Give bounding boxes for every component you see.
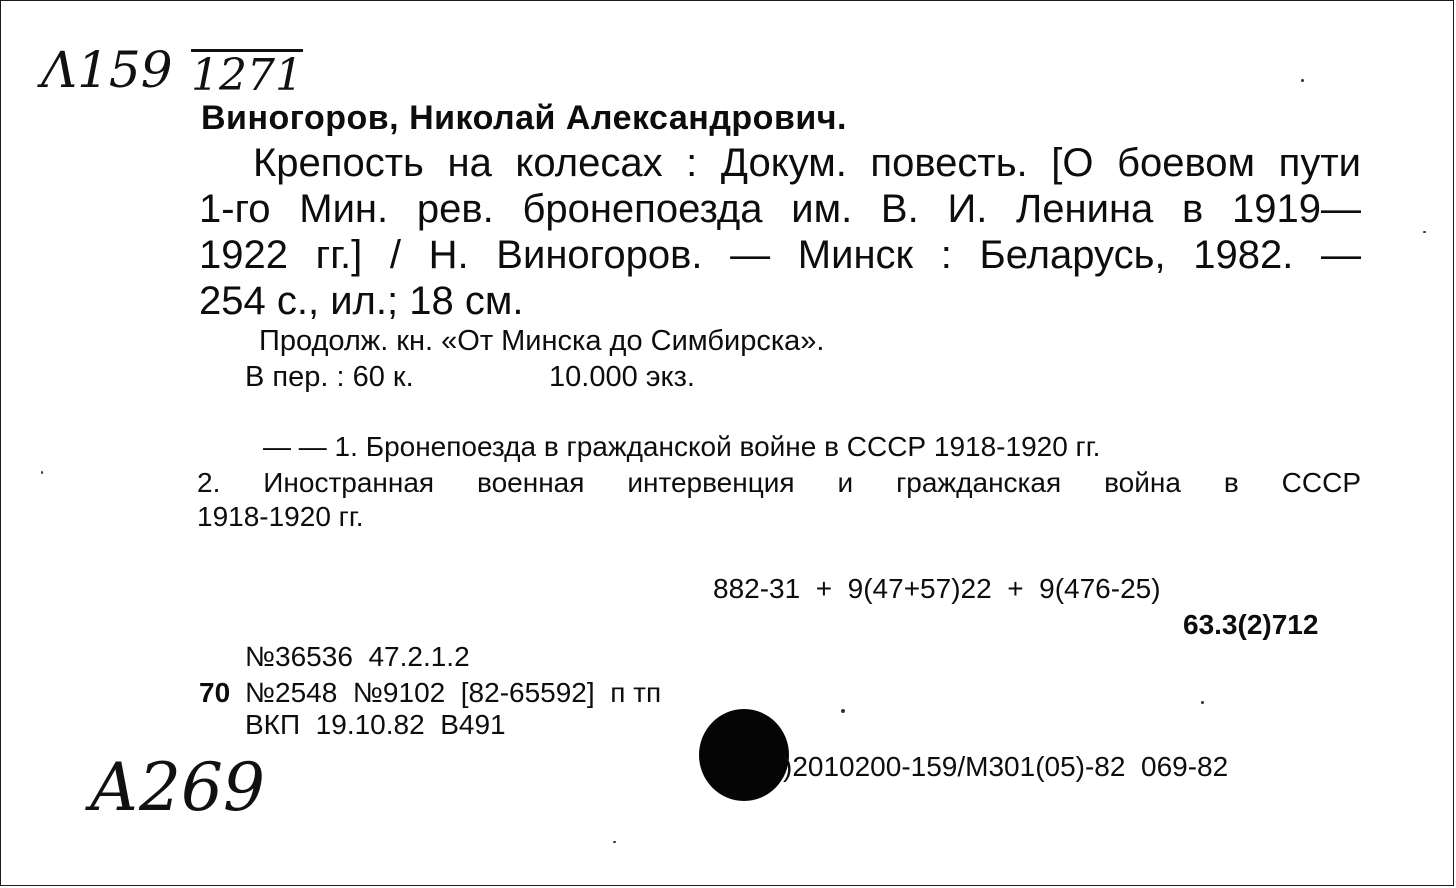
catalog-number-line-3: ВКП 19.10.82 В491 xyxy=(245,709,506,740)
catalog-number-line-2: №2548 №9102 [82-65592] п тп xyxy=(245,677,662,708)
title-line-3: 1922 гг.] / Н. Виногоров. — Минск : Беларусь, 1982. — xyxy=(199,233,1361,277)
author-heading: Виногоров, Николай Александрович. xyxy=(201,99,847,137)
scan-speck xyxy=(1301,79,1304,82)
subject-line-1: — — 1. Бронепоезда в гражданской войне в СССР 1918-1920 гг. xyxy=(263,431,1101,462)
subject-line-3: 1918-1920 гг. xyxy=(197,501,364,532)
title-line-1: Крепость на колесах : Докум. повесть. [О боевом пути xyxy=(253,141,1361,185)
title-line-4: 254 с., ил.; 18 см. xyxy=(199,279,524,323)
scan-speck xyxy=(841,709,845,713)
scan-speck xyxy=(41,471,43,474)
scan-speck xyxy=(1423,231,1426,233)
scan-speck xyxy=(1201,701,1204,704)
title-line-2: 1-го Мин. рев. бронепоезда им. В. И. Ленина в 1919— xyxy=(199,187,1361,231)
bbk-index: 63.3(2)712 xyxy=(1183,609,1319,640)
series-note: Продолж. кн. «От Минска до Симбирска». xyxy=(259,325,825,357)
catalog-number-line-1: №36536 47.2.1.2 xyxy=(245,641,470,672)
handwritten-number: 1271 xyxy=(191,50,303,101)
scan-speck xyxy=(613,841,616,843)
handwritten-inventory-code: А269 xyxy=(89,749,265,826)
handwritten-shelf-code: Λ159 xyxy=(41,41,173,99)
index-code: )2010200-159/М301(05)-82 069-82 xyxy=(783,751,1229,782)
print-run: 10.000 экз. xyxy=(549,361,695,393)
classification-index: 882-31 + 9(47+57)22 + 9(476-25) xyxy=(713,573,1161,604)
ink-blot xyxy=(699,709,789,801)
catalog-prefix: 70 xyxy=(199,677,231,708)
subject-line-2: 2. Иностранная военная интервенция и гражданская война в СССР xyxy=(197,467,1361,498)
binding-price: В пер. : 60 к. xyxy=(245,361,414,393)
